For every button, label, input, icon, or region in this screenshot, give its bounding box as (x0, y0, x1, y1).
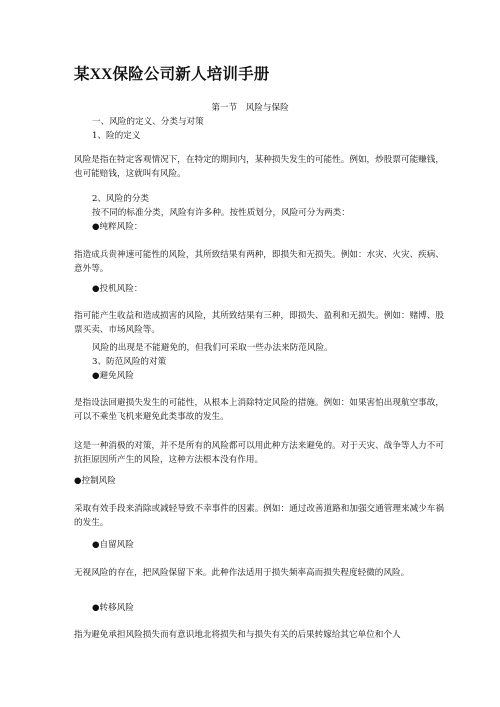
bullet-avoid-risk: ●避免风险 (92, 371, 134, 381)
paragraph-avoid-risk: 是指设法回避损失发生的可能性，从根本上消除特定风险的措施。例如：如果害怕出现航空事故，可以不乘坐飞机来避免此类事故的发生。 (74, 398, 444, 422)
bullet-retain-risk: ●自留风险 (92, 540, 134, 550)
paragraph-risk-definition: 风险是指在特定客观情况下，在特定的期间内，某种损失发生的可能性。例如，炒股票可能赚钱，也可能赔钱，这就叫有风险。 (74, 155, 444, 179)
paragraph-transfer-risk: 指为避免承担风险损失而有意识地北将损失和与损失有关的后果转嫁给其它单位和个人 (74, 630, 401, 640)
bullet-control-risk: ●控制风险 (74, 476, 116, 486)
page-title: 某XX保险公司新人培训手册 (74, 66, 270, 83)
subheading-risk-definition: 1、险的定义 (92, 131, 141, 141)
section-heading: 第一节 风险与保险 (211, 103, 289, 113)
paragraph-speculative-risk: 指可能产生收益和造成损害的风险，其所致结果有三种，即损失、盈利和无损失。例如：赌博、股票买卖、市场风险等。 (74, 311, 444, 335)
paragraph-passive-countermeasure: 这是一种消极的对策，并不是所有的风险都可以用此种方法来避免的。对于天灾、战争等人力不可抗拒原因所产生的风险，这种方法根本没有作用。 (74, 441, 444, 465)
subheading-risk-countermeasures: 3、防范风险的对策 (92, 357, 167, 367)
text-classification-intro: 按不同的标准分类，风险有许多种。按性质划分，风险可分为两类： (92, 208, 350, 218)
paragraph-retain-risk: 无视风险的存在，把风险保留下来。此种作法适用于损失频率高而损失程度轻微的风险。 (74, 568, 410, 578)
heading-risk-definition-classification: 一、风险的定义、分类与对策 (92, 117, 204, 127)
subheading-risk-classification: 2、风险的分类 (92, 194, 150, 204)
paragraph-pure-risk: 指造成兵贵神速可能性的风险，其所致结果有两种，即损失和无损失。例如：水灾、火灾、疾病、意外等。 (74, 250, 444, 274)
bullet-transfer-risk: ●转移风险 (92, 603, 134, 613)
text-risk-unavoidable: 风险的出现是不能避免的，但我们可采取一些办法来防范风险。 (92, 343, 333, 353)
bullet-pure-risk: ●纯粹风险： (92, 222, 143, 232)
paragraph-control-risk: 采取有效手段来消除或减轻导致不幸事件的因素。例如：通过改善道路和加强交通管理来减少车祸的发生。 (74, 504, 444, 528)
bullet-speculative-risk: ●投机风险： (92, 284, 143, 294)
